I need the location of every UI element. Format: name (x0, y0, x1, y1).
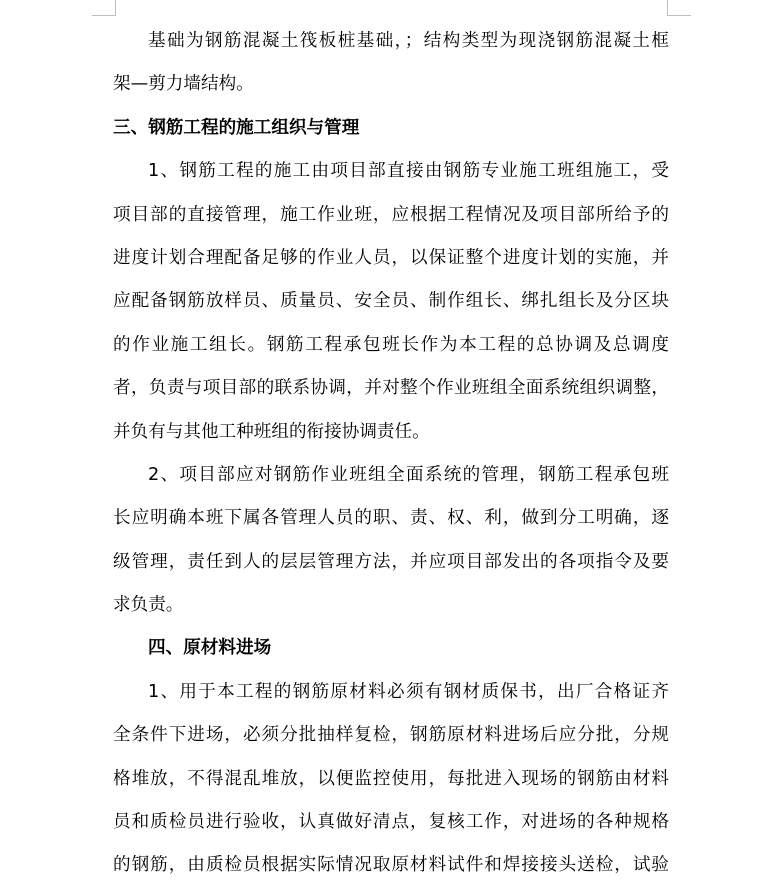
text-line: 的钢筋，由质检员根据实际情况取原材料试件和焊接接头送检，试验 (113, 855, 669, 876)
text-line: 进度计划合理配备足够的作业人员，以保证整个进度计划的实施，并 (113, 247, 669, 268)
text-line: 级管理，责任到人的层层管理方法，并应项目部发出的各项指令及要 (113, 551, 669, 572)
section-heading: 四、原材料进场 (148, 638, 272, 659)
crop-mark-top-right (667, 0, 668, 15)
text-line: 格堆放，不得混乱堆放，以便监控使用，每批进入现场的钢筋由材料 (113, 768, 669, 789)
text-line: 1、钢筋工程的施工由项目部直接由钢筋专业施工班组施工，受 (148, 161, 669, 182)
crop-mark-top-right-horizontal (667, 15, 691, 16)
text-line: 应配备钢筋放样员、质量员、安全员、制作组长、绑扎组长及分区块 (113, 291, 669, 312)
crop-mark-top-left-horizontal (92, 15, 116, 16)
text-line: 1、用于本工程的钢筋原材料必须有钢材质保书，出厂合格证齐 (148, 681, 669, 702)
text-line: 的作业施工组长。钢筋工程承包班长作为本工程的总协调及总调度 (113, 334, 669, 355)
section-heading: 三、钢筋工程的施工组织与管理 (113, 117, 360, 138)
text-line: 长应明确本班下属各管理人员的职、责、权、利，做到分工明确，逐 (113, 508, 669, 529)
text-line: 架—剪力墙结构。 (113, 74, 254, 95)
text-line: 2、项目部应对钢筋作业班组全面系统的管理，钢筋工程承包班 (148, 464, 669, 485)
text-line: 项目部的直接管理，施工作业班，应根据工程情况及项目部所给予的 (113, 204, 669, 225)
text-line: 全条件下进场，必须分批抽样复检，钢筋原材料进场后应分批，分规 (113, 725, 669, 746)
text-line: 者，负责与项目部的联系协调，并对整个作业班组全面系统组织调整， (113, 378, 669, 399)
text-line: 基础为钢筋混凝土筏板桩基础，；结构类型为现浇钢筋混凝土框 (148, 31, 669, 51)
text-line: 求负责。 (113, 595, 184, 616)
text-line: 员和质检员进行验收，认真做好清点，复核工作，对进场的各种规格 (113, 812, 669, 833)
crop-mark-top-left (115, 0, 116, 15)
text-line: 并负有与其他工种班组的衔接协调责任。 (113, 421, 430, 442)
document-body (113, 20, 669, 888)
